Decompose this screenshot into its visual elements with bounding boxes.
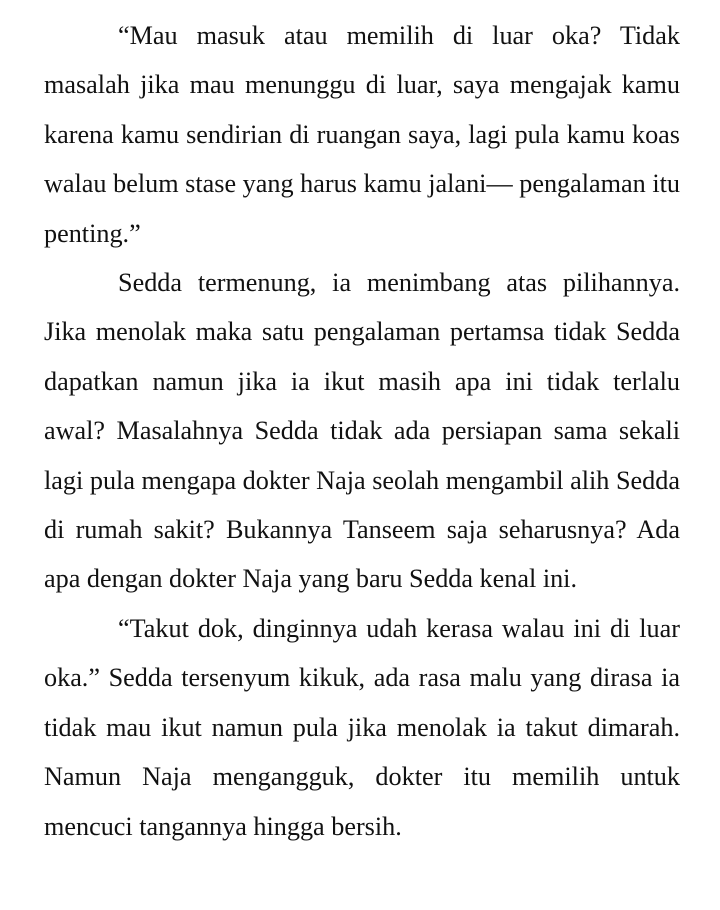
paragraph-1: “Mau masuk atau memilih di luar oka? Tidak masalah jika mau menunggu di luar, saya mengajak kamu karena kamu sendirian di ruangan saya, lagi pula kamu koas walau belum stase yang harus kamu jalani— pengalaman itu penting.” — [44, 21, 680, 248]
paragraph-2: Sedda termenung, ia menimbang atas pilihannya. Jika menolak maka satu pengalaman pertamsa tidak Sedda dapatkan namun jika ia ikut masih apa ini tidak terlalu awal? Masalahnya Sedda tidak ada persiapan sama sekali lagi pula mengapa dokter Naja seolah mengambil alih Sedda di rumah sakit? Bukannya Tanseem saja seharusnya? Ada apa dengan dokter Naja yang baru Sedda kenal ini. — [44, 268, 680, 594]
paragraph-3: “Takut dok, dinginnya udah kerasa walau ini di luar oka.” Sedda tersenyum kikuk, ada rasa malu yang dirasa ia tidak mau ikut namun pula jika menolak ia takut dimarah. Namun Naja mengangguk, dokter itu memilih untuk mencuci tangannya hingga bersih. — [44, 613, 680, 841]
